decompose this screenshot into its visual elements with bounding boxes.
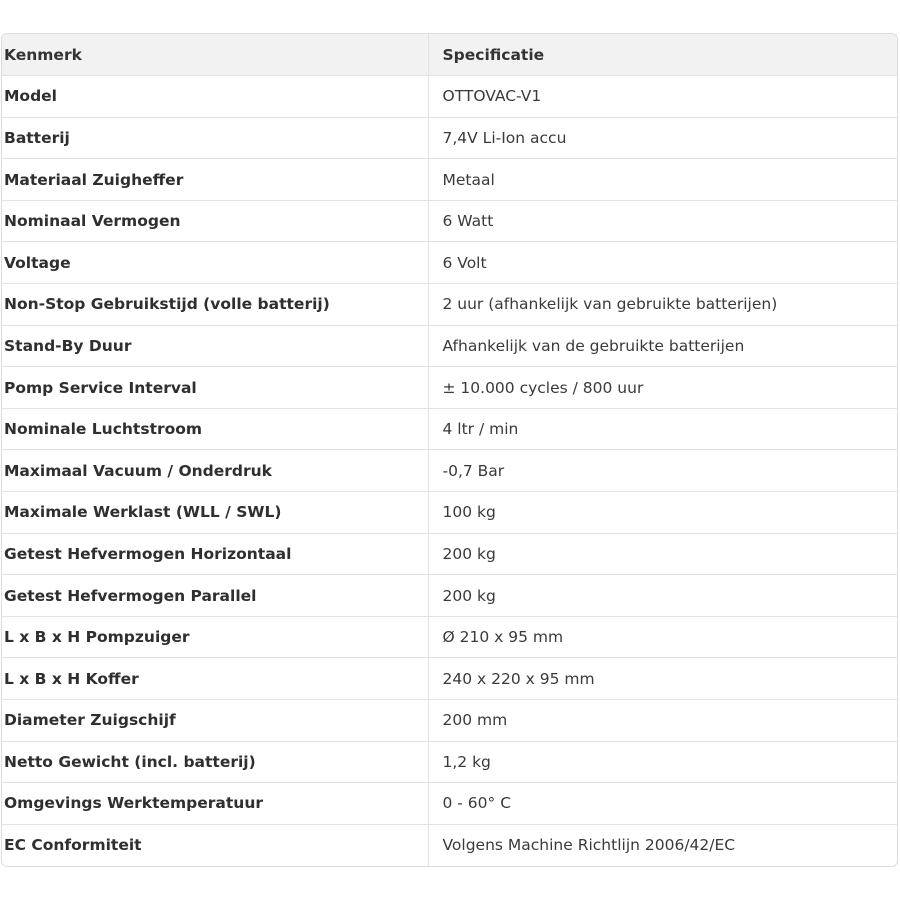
row-kenmerk-cell: Nominale Luchtstroom — [2, 408, 428, 450]
row-kenmerk-cell: Model — [2, 76, 428, 118]
header-row — [2, 34, 897, 76]
table-row — [2, 242, 897, 284]
row-kenmerk-cell: Non-Stop Gebruikstijd (volle batterij) — [2, 284, 428, 326]
table-row — [2, 575, 897, 617]
table-row — [2, 616, 897, 658]
row-specificatie-cell: 200 kg — [428, 575, 897, 617]
row-specificatie-cell: Afhankelijk van de gebruikte batterijen — [428, 325, 897, 367]
row-specificatie-cell: 0 - 60° C — [428, 783, 897, 825]
table-row — [2, 200, 897, 242]
row-kenmerk-cell: Materiaal Zuigheffer — [2, 159, 428, 201]
row-kenmerk-cell: Voltage — [2, 242, 428, 284]
row-kenmerk-cell: L x B x H Koffer — [2, 658, 428, 700]
row-specificatie-cell: 100 kg — [428, 492, 897, 534]
table-row — [2, 284, 897, 326]
row-specificatie-cell: 200 kg — [428, 533, 897, 575]
table-row — [2, 325, 897, 367]
table-row — [2, 450, 897, 492]
row-specificatie-cell: -0,7 Bar — [428, 450, 897, 492]
row-specificatie-cell: 1,2 kg — [428, 741, 897, 783]
table-row — [2, 117, 897, 159]
table-row — [2, 76, 897, 118]
row-specificatie-cell: Volgens Machine Richtlijn 2006/42/EC — [428, 824, 897, 866]
table-row — [2, 824, 897, 866]
table-row — [2, 783, 897, 825]
row-kenmerk-cell: Pomp Service Interval — [2, 367, 428, 409]
spec-table — [2, 34, 897, 866]
row-kenmerk-cell: Netto Gewicht (incl. batterij) — [2, 741, 428, 783]
row-kenmerk-cell: Maximaal Vacuum / Onderdruk — [2, 450, 428, 492]
row-kenmerk-cell: Maximale Werklast (WLL / SWL) — [2, 492, 428, 534]
row-specificatie-cell: Metaal — [428, 159, 897, 201]
table-header — [2, 34, 897, 76]
row-kenmerk-cell: Diameter Zuigschijf — [2, 700, 428, 742]
row-specificatie-cell: 6 Watt — [428, 200, 897, 242]
table-row — [2, 408, 897, 450]
row-kenmerk-cell: L x B x H Pompzuiger — [2, 616, 428, 658]
row-kenmerk-cell: EC Conformiteit — [4, 836, 142, 855]
row-specificatie-cell: 4 ltr / min — [428, 408, 897, 450]
row-specificatie-cell: OTTOVAC-V1 — [428, 76, 897, 118]
row-specificatie-cell: ± 10.000 cycles / 800 uur — [428, 367, 897, 409]
row-kenmerk-cell: Stand-By Duur — [2, 325, 428, 367]
table-row — [2, 700, 897, 742]
table-row — [2, 533, 897, 575]
row-kenmerk-cell: Batterij — [2, 117, 428, 159]
row-specificatie-cell: 6 Volt — [428, 242, 897, 284]
table-body — [2, 76, 897, 866]
table-row — [2, 658, 897, 700]
row-specificatie-cell: 7,4V Li-Ion accu — [428, 117, 897, 159]
column-header-kenmerk: Kenmerk — [2, 34, 428, 76]
row-kenmerk-cell: Omgevings Werktemperatuur — [2, 783, 428, 825]
row-specificatie-cell: 200 mm — [428, 700, 897, 742]
column-header-specificatie: Specificatie — [428, 34, 897, 76]
table-row — [2, 492, 897, 534]
row-kenmerk-cell: Getest Hefvermogen Horizontaal — [2, 533, 428, 575]
row-specificatie-cell: Ø 210 x 95 mm — [428, 616, 897, 658]
row-kenmerk-cell: Getest Hefvermogen Parallel — [2, 575, 428, 617]
row-specificatie-cell: 2 uur (afhankelijk van gebruikte batterijen) — [428, 284, 897, 326]
spec-table-container — [1, 33, 898, 867]
table-row — [2, 159, 897, 201]
row-kenmerk-cell: Nominaal Vermogen — [2, 200, 428, 242]
row-specificatie-cell: 240 x 220 x 95 mm — [428, 658, 897, 700]
table-row — [2, 741, 897, 783]
table-row — [2, 367, 897, 409]
